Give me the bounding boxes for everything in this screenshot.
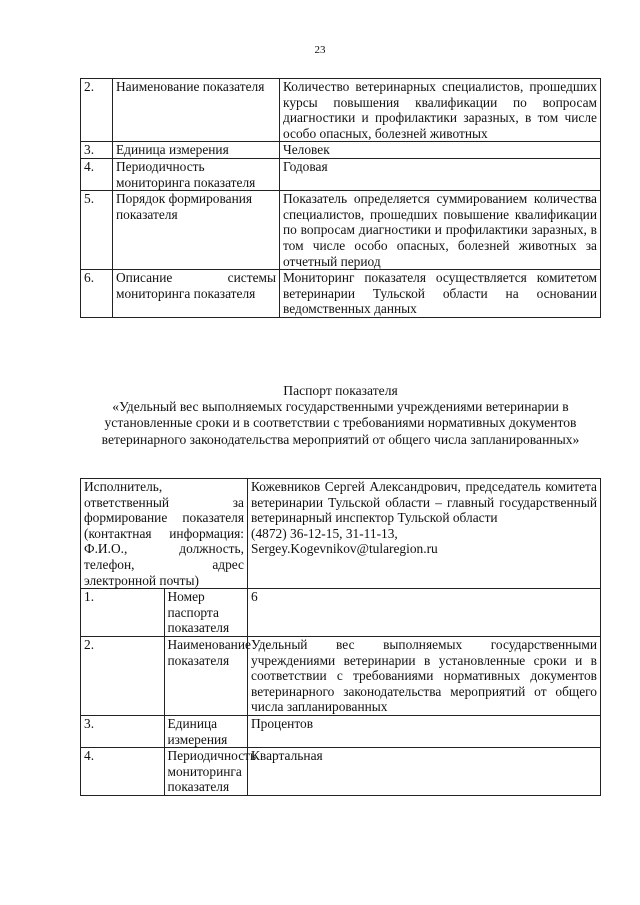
table-row [81, 158, 601, 190]
row-number: 6. [81, 270, 113, 318]
row-value: Квартальная [248, 748, 601, 796]
row-value: 6 [248, 589, 601, 637]
passport-subtitle: «Удельный вес выполняемых государственными учреждениями ветеринарии в установленные сроки и в соответствии с требованиями нормативных документов ветеринарного законодательства мероприятий от общего числа запланированных» [101, 399, 580, 447]
table-row [81, 589, 601, 637]
executor-email: Sergey.Kogevnikov@tularegion.ru [251, 541, 438, 557]
executor-name: Кожевников Сергей Александрович, председатель комитета ветеринарии Тульской области – главный государственный ветеринарный инспектор Тульской области [251, 479, 597, 526]
executor-phone: (4872) 36-12-15, 31-11-13, [251, 525, 398, 541]
table-row [81, 715, 601, 747]
row-number: 3. [81, 142, 113, 159]
row-label: Единица измерения [164, 715, 248, 747]
row-number: 2. [81, 636, 165, 715]
passport-title: Паспорт показателя [283, 383, 398, 398]
row-number: 4. [81, 748, 165, 796]
table-row [81, 79, 601, 142]
table-row [81, 270, 601, 318]
table-row [81, 748, 601, 796]
row-value: Показатель определяется суммированием количества специалистов, прошедших повышение квалификации по вопросам диагностики и профилактики заразных, в том числе особо опасных, болезней животных за отчетный период [280, 191, 601, 270]
row-number: 1. [81, 589, 165, 637]
row-label: Порядок формирования показателя [113, 191, 280, 270]
row-number: 2. [81, 79, 113, 142]
row-number: 5. [81, 191, 113, 270]
row-label: Номер паспорта показателя [164, 589, 248, 637]
row-label: Единица измерения [113, 142, 280, 159]
row-label: Описание системы мониторинга показателя [113, 270, 280, 318]
passport-heading [80, 383, 601, 448]
row-number: 3. [81, 715, 165, 747]
row-label: Периодичность мониторинга показателя [164, 748, 248, 796]
row-value: Количество ветеринарных специалистов, прошедших курсы повышения квалификации по вопросам диагностики и профилактики заразных, в том числе особо опасных, болезней животных [280, 79, 601, 142]
row-value: Мониторинг показателя осуществляется комитетом ветеринарии Тульской области на основании ведомственных данных [280, 270, 601, 318]
row-number: 4. [81, 158, 113, 190]
row-value: Процентов [248, 715, 601, 747]
row-label: Наименование показателя [113, 79, 280, 142]
row-label: Периодичность мониторинга показателя [113, 158, 280, 190]
row-label: Наименование показателя [164, 636, 248, 715]
table-row [81, 636, 601, 715]
executor-label: Исполнитель, ответственный за формирование показателя (контактная информация: Ф.И.О., должность, телефон, адрес электронной почты) [81, 479, 248, 589]
page-number: 23 [314, 44, 326, 56]
row-value: Годовая [280, 158, 601, 190]
executor-value [248, 479, 601, 589]
table-row [81, 142, 601, 159]
row-value: Удельный вес выполняемых государственными учреждениями ветеринарии в установленные сроки и в соответствии с требованиями нормативных документов ветеринарного законодательства мероприятий от общего числа запланированных [248, 636, 601, 715]
executor-row [81, 479, 601, 589]
row-value: Человек [280, 142, 601, 159]
table-row [81, 191, 601, 270]
indicator-table-2 [80, 478, 601, 796]
indicator-table-1 [80, 78, 601, 318]
